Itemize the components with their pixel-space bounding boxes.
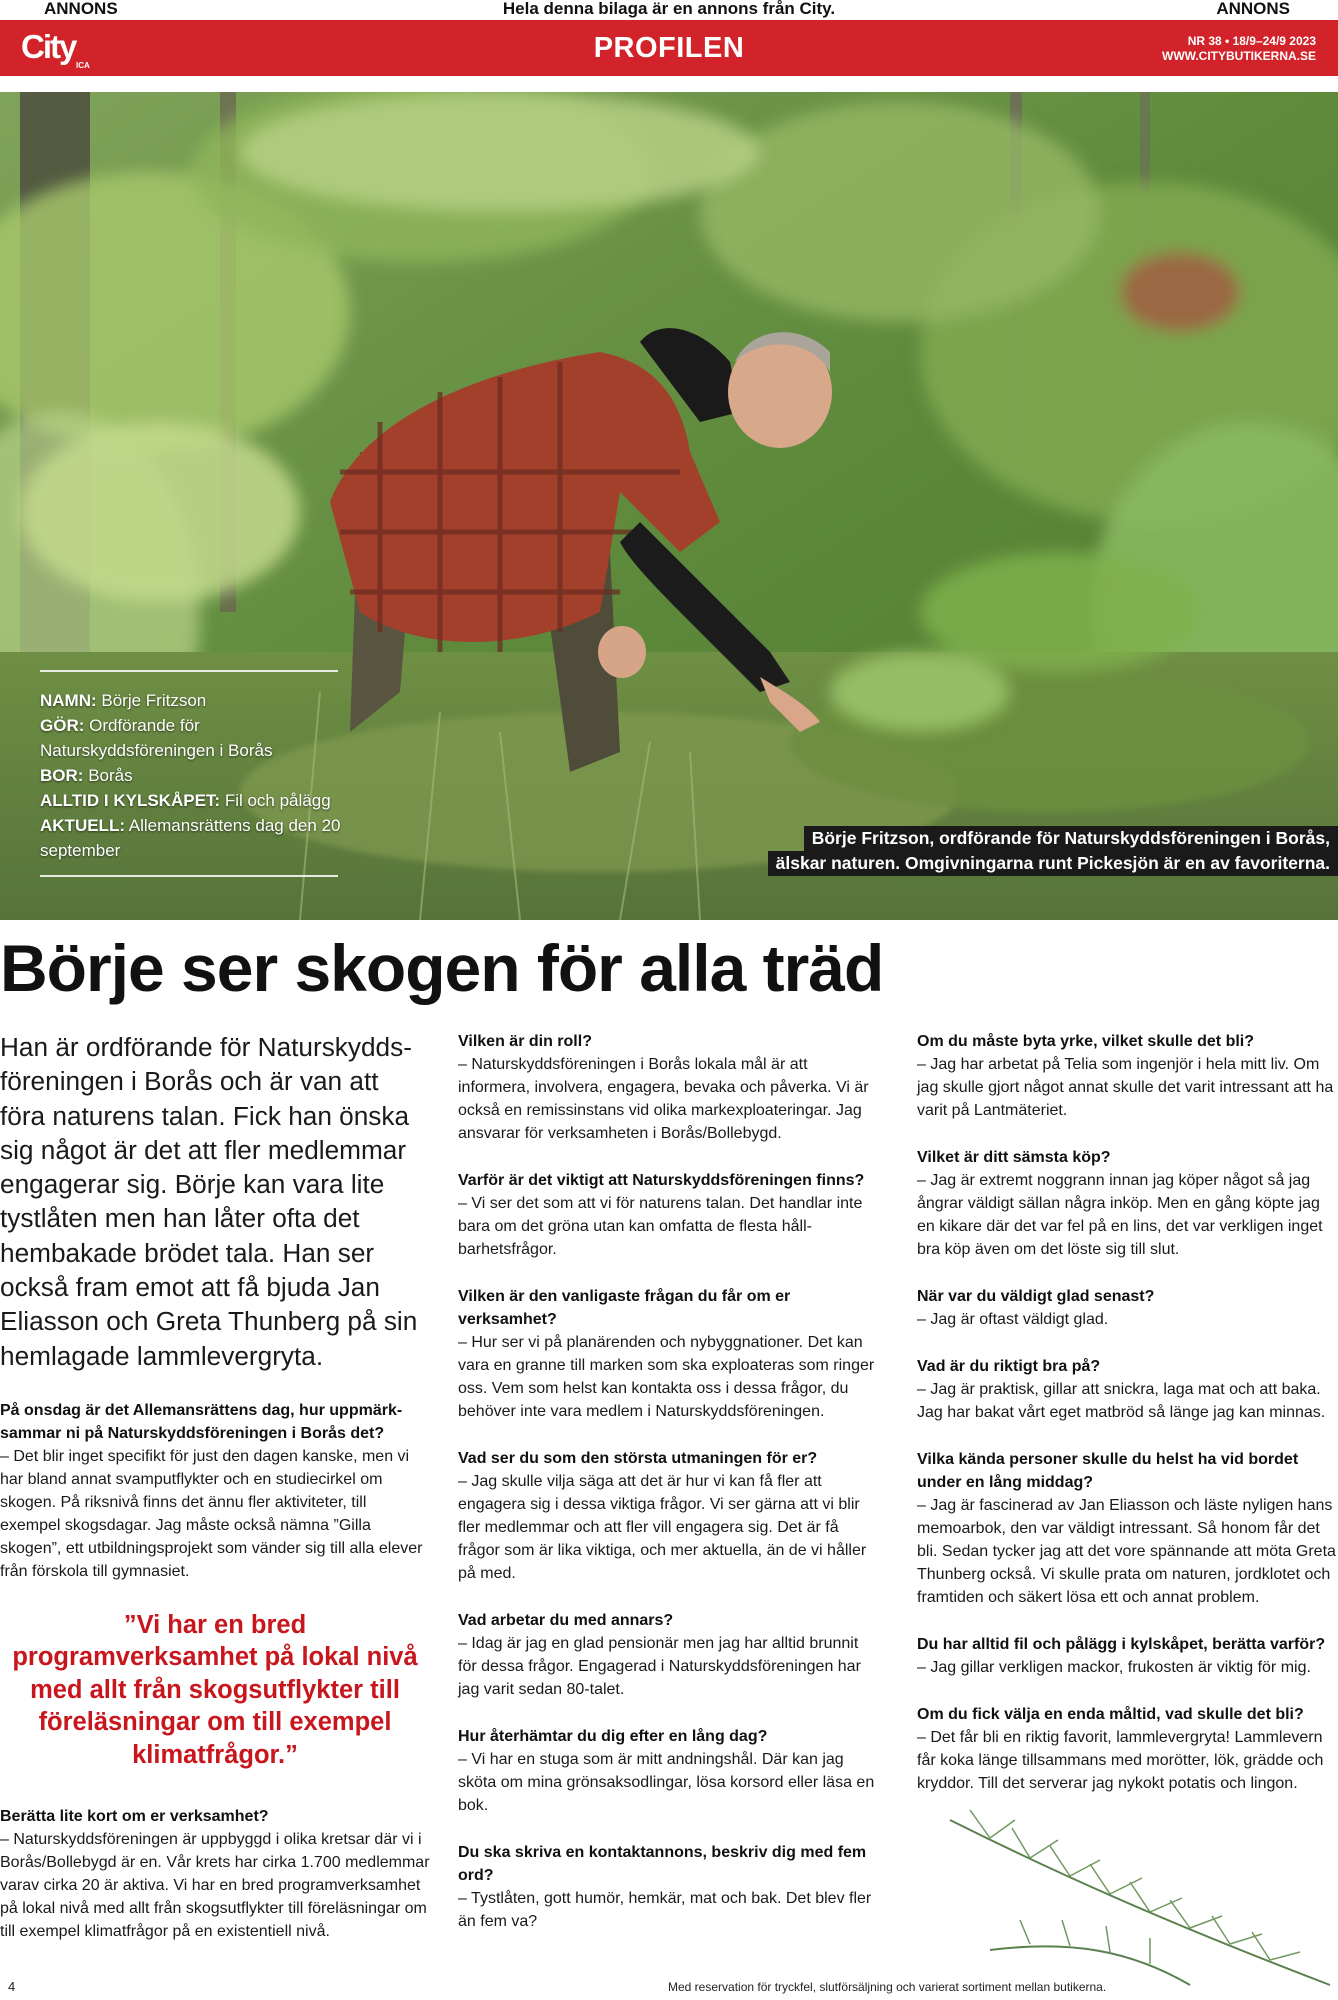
facts-rule-bottom	[40, 875, 338, 877]
question: Du ska skriva en kontaktannons, beskriv dig med fem ord?	[458, 1844, 867, 1884]
question: När var du väldigt glad senast?	[917, 1288, 1155, 1305]
fact-occupation: GÖR: Ordförande för Naturskyddsföreningen i Borås	[40, 716, 273, 760]
question: Vilken är den vanligaste frågan du får om er verksamhet?	[458, 1288, 791, 1328]
answer: – Jag skulle vilja säga att det är hur vi kan få fler att engagera sig i dessa viktiga frågor. Vi ser gärna att vi blir fler medlemmar och att fler vill engagera sig. Det är få frågor som är lika viktiga, och mer aktuella, än de vi håller på med.	[458, 1473, 867, 1582]
qa-item	[917, 1146, 1338, 1261]
qa-item	[458, 1285, 878, 1423]
answer: – Jag är praktisk, gillar att snickra, laga mat och att baka. Jag har bakat vårt eget matbröd så länge jag kan minnas.	[917, 1381, 1326, 1421]
svg-text:City: City	[21, 28, 76, 65]
qa-item	[458, 1169, 878, 1261]
answer: – Jag har arbetat på Telia som ingenjör i hela mitt liv. Om jag skulle gjort något annat skulle det varit intressant att ha varit på Lantmäteriet.	[917, 1056, 1334, 1119]
header-bar	[0, 20, 1338, 76]
qa-item	[0, 1399, 430, 1583]
answer: – Vi har en stuga som är mitt andningshål. Där kan jag sköta om mina grönsaksodlingar, lösa korsord eller läsa en bok.	[458, 1751, 875, 1814]
question: Du har alltid fil och pålägg i kylskåpet, berätta varför?	[917, 1636, 1326, 1653]
question: På onsdag är det Allemansrättens dag, hur uppmärksammar ni på Naturskyddsföreningen i Borås det?	[0, 1401, 403, 1442]
photo-caption	[768, 826, 1338, 876]
qa-item	[917, 1285, 1338, 1331]
headline: Börje ser skogen för alla träd	[0, 931, 884, 1005]
answer: – Vi ser det som att vi för naturens talan. Det handlar inte bara om det gröna utan kan omfatta de flesta hållbarhetsfrågor.	[458, 1195, 863, 1258]
qa-item	[917, 1633, 1338, 1679]
qa-item	[917, 1448, 1338, 1609]
answer: – Det får bli en riktig favorit, lammlevergryta! Lammlevern får koka länge tillsammans med morötter, lök, grädde och kryddor. Till det serverar jag nykokt potatis och lingon.	[917, 1729, 1324, 1792]
ad-disclaimer: Hela denna bilaga är en annons från City.	[502, 0, 836, 18]
qa-item	[458, 1841, 878, 1933]
column-1	[0, 1030, 430, 1967]
question: Vilka kända personer skulle du helst ha vid bordet under en lång middag?	[917, 1451, 1299, 1491]
column-3	[917, 1030, 1338, 1819]
column-2	[458, 1030, 878, 1957]
svg-text:ICA: ICA	[76, 61, 90, 70]
answer: – Hur ser vi på planärenden och nybyggnationer. Det kan vara en granne till marken som ska exploateras som ringer oss. Vem som helst kan kontakta oss i dessa frågor, du behöver inte vara medlem i Naturskyddsföreningen.	[458, 1334, 875, 1420]
ad-label-left: ANNONS	[44, 0, 118, 18]
fact-residence: BOR: Borås	[40, 766, 133, 785]
issue-info	[1162, 34, 1316, 64]
ingress: Han är ordförande för Naturskyddsföreningen i Borås och är van att föra naturens talan. Fick han önska sig något är det att fler medlemmar engagerar sig. Börje kan vara lite tystlåten men han låter ofta det hembakade brödet tala. Han ser också fram emot att få bjuda Jan Eliasson och Greta Thunberg på sin hemlagade lammlevergryta.	[0, 1032, 418, 1371]
footer-disclaimer: Med reservation för tryckfel, slutförsäljning och varierat sortiment mellan butikerna.	[668, 1980, 1107, 1994]
answer: – Det blir inget specifikt för just den dagen kanske, men vi har bland annat svamputflykter och en studiecirkel om skogen. På riksnivå finns det ännu fler aktiviteter, till exempel skogsdagar. Jag måste också nämna ”Gilla skogen”, ett utbildningsprojekt som vänder sig till alla elever från förskola till gymnasiet.	[0, 1447, 423, 1580]
fact-name: NAMN: Börje Fritzson	[40, 691, 207, 710]
question: Vilket är ditt sämsta köp?	[917, 1149, 1111, 1166]
question: Vad arbetar du med annars?	[458, 1612, 674, 1629]
answer: – Jag är fascinerad av Jan Eliasson och läste nyligen hans memoarbok, den var väldigt intressant. Så honom får det bli. Sedan tycker jag att det vore spännande att möta Greta Thunberg också. Vi skulle prata om naturen, jordklotet och framtiden och säkert lösa ett och annat problem.	[917, 1497, 1336, 1606]
top-strip	[0, 0, 1338, 18]
answer: – Jag är extremt noggrann innan jag köper något så jag ångrar väldigt sällan några inköp. Men en gång köpte jag en kikare där det var fel på en lins, det var verkligen inget bra köp även om det löste sig till slut.	[917, 1172, 1323, 1258]
answer: – Tystlåten, gott humör, hemkär, mat och bak. Det blev fler än fem va?	[458, 1890, 872, 1930]
qa-item	[458, 1030, 878, 1145]
qa-item	[458, 1609, 878, 1701]
section-title: PROFILEN	[593, 32, 745, 64]
question: Vilken är din roll?	[458, 1033, 592, 1050]
caption-line-2: älskar naturen. Omgivningarna runt Pickesjön är en av favoriterna.	[768, 851, 1338, 876]
hero-photo	[0, 92, 1338, 920]
caption-line-1: Börje Fritzson, ordförande för Naturskyddsföreningen i Borås,	[804, 826, 1338, 851]
question: Berätta lite kort om er verksamhet?	[0, 1808, 269, 1826]
question: Om du fick välja en enda måltid, vad skulle det bli?	[917, 1706, 1304, 1723]
qa-item	[917, 1030, 1338, 1122]
question: Vad ser du som den största utmaningen för er?	[458, 1450, 818, 1467]
answer: – Jag är oftast väldigt glad.	[917, 1311, 1109, 1328]
answer: – Jag gillar verkligen mackor, frukosten är viktig för mig.	[917, 1659, 1311, 1676]
question: Hur återhämtar du dig efter en lång dag?	[458, 1728, 768, 1745]
answer: – Idag är jag en glad pensionär men jag har alltid brunnit för dessa frågor. Engagerad i Naturskyddsföreningen har jag varit sedan 80-talet.	[458, 1635, 861, 1698]
ad-label-right: ANNONS	[1216, 0, 1290, 18]
qa-item	[0, 1805, 430, 1943]
facts-rule-top	[40, 670, 338, 672]
answer: – Naturskyddsföreningen i Borås lokala mål är att informera, involvera, engagera, bevaka och påverka. Vi är också en remissinstans vid olika markexploateringar. Jag ansvarar för verksamheten i Borås/Bollebygd.	[458, 1056, 869, 1142]
answer: – Naturskyddsföreningen är uppbyggd i olika kretsar där vi i Borås/Bollebygd är en. Vår krets har cirka 1.700 medlemmar varav cirka 20 är aktiva. Vi har en bred programverksamhet på lokal nivå med allt från skogsutflykter till föreläsningar om till exempel klimatfrågor på en existentiell nivå.	[0, 1831, 430, 1941]
fact-current: AKTUELL: Allemansrättens dag den 20 september	[40, 816, 341, 860]
qa-item	[917, 1703, 1338, 1795]
qa-item	[917, 1355, 1338, 1424]
spruce-branch-illustration	[930, 1800, 1338, 1990]
qa-item	[458, 1725, 878, 1817]
question: Varför är det viktigt att Naturskyddsföreningen finns?	[458, 1172, 865, 1189]
qa-item	[458, 1447, 878, 1585]
question: Vad är du riktigt bra på?	[917, 1358, 1101, 1375]
website-link[interactable]: WWW.CITYBUTIKERNA.SE	[1162, 49, 1316, 63]
pull-quote: ”Vi har en bred programverksamhet på lokal nivå med allt från skogsutflykter till föreläsningar om till exempel klimatfrågor.”	[12, 1610, 418, 1769]
page-number: 4	[8, 1979, 16, 1994]
issue-number: NR 38 • 18/9–24/9 2023	[1187, 34, 1316, 48]
facts-box	[40, 688, 350, 863]
question: Om du måste byta yrke, vilket skulle det bli?	[917, 1033, 1255, 1050]
fact-fridge: ALLTID I KYLSKÅPET: Fil och pålägg	[40, 791, 331, 810]
